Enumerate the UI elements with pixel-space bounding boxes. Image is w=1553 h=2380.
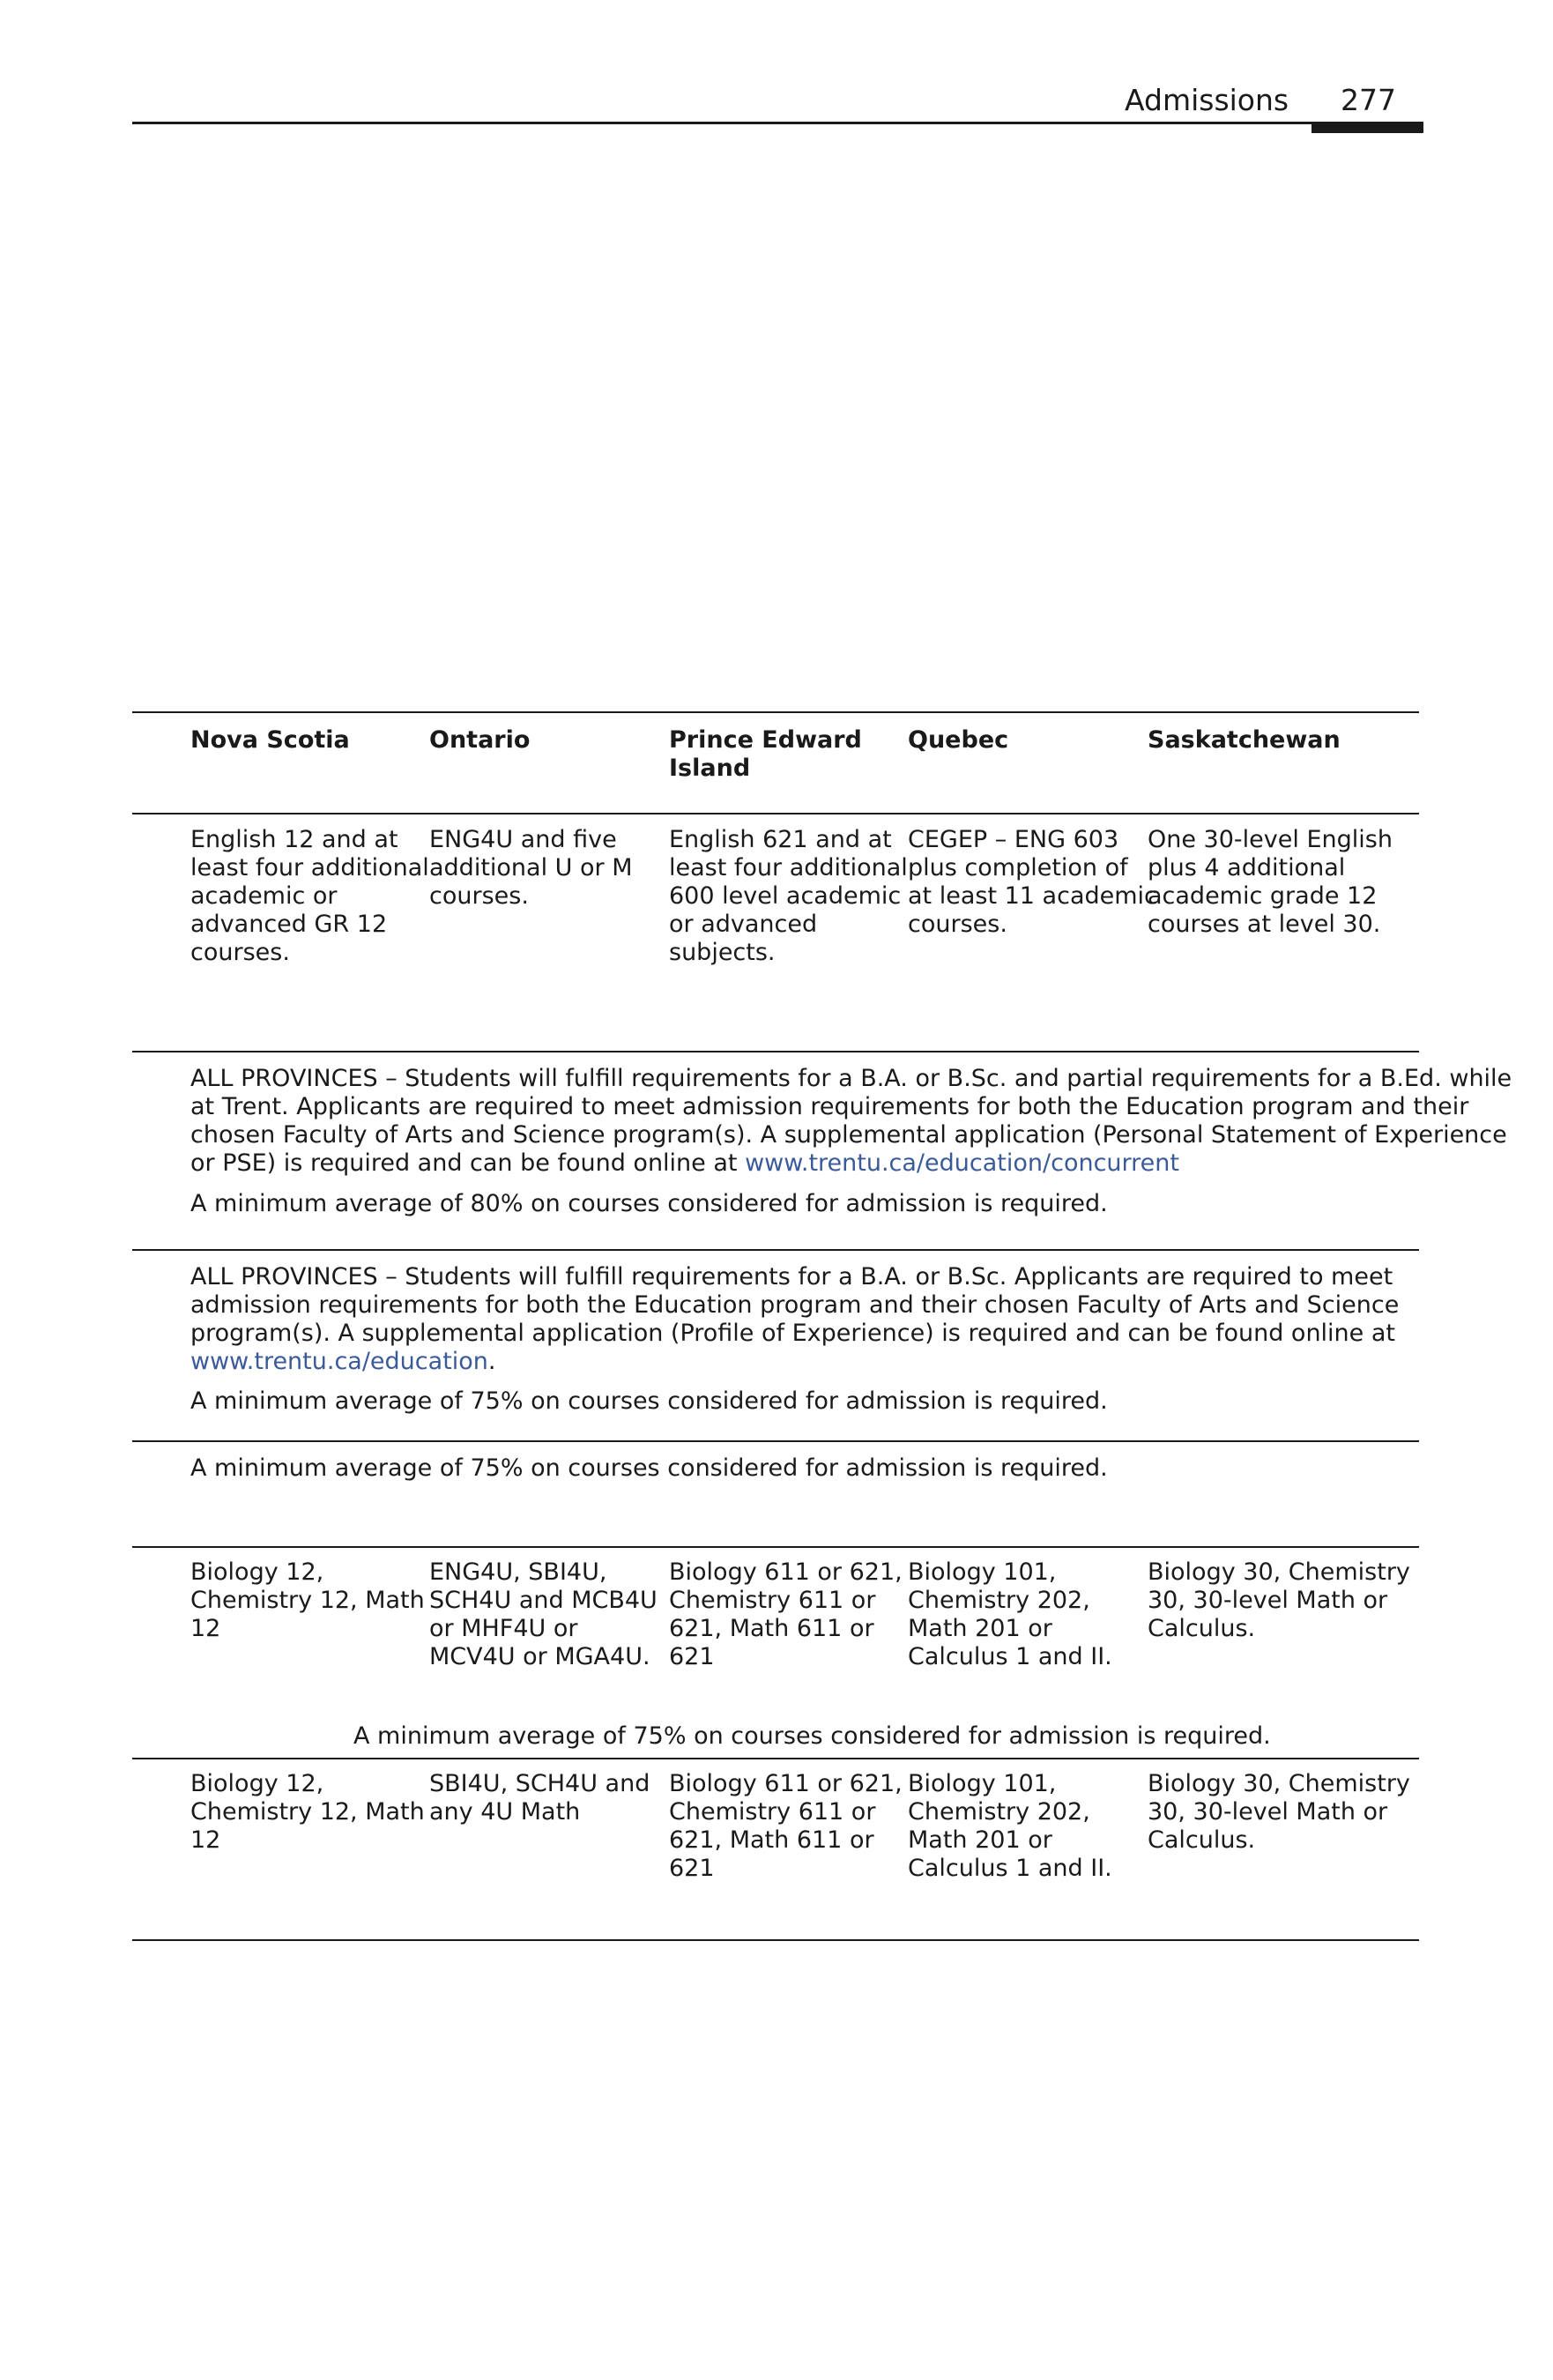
note-line: ALL PROVINCES – Students will fulfill requirements for a B.A. or B.Sc. Applicants are required to meet [190,1263,1393,1290]
cell-line: least four additional [669,854,908,881]
cell-line: any 4U Math [429,1798,581,1826]
cell-line: English 621 and at [669,826,892,853]
cell-ontario [429,1770,650,1826]
cell-line: at least 11 academic [908,882,1157,910]
cell-line: Biology 101, [908,1558,1057,1586]
cell-line: English 12 and at [190,826,398,853]
cell-nova-scotia [190,826,429,967]
cell-line: academic or [190,882,338,910]
heading-line: Quebec [908,726,1009,754]
cell-line: Chemistry 202, [908,1587,1090,1614]
cell-pei [669,1770,903,1883]
table-bottom-rule [132,1939,1419,1941]
cell-line: 621 [669,1855,715,1882]
cell-line: Biology 30, Chemistry [1148,1770,1410,1797]
section-rule [132,1440,1419,1442]
cell-line: courses. [908,911,1007,938]
minimum-average-note: A minimum average of 80% on courses considered for admission is required. [190,1190,1108,1217]
cell-line: Chemistry 611 or [669,1587,876,1614]
cell-saskatchewan [1148,1770,1410,1855]
cell-line: SBI4U, SCH4U and [429,1770,650,1797]
col-nova-scotia-heading [190,726,350,755]
section-rule [132,1758,1419,1759]
cell-line: ENG4U and five [429,826,617,853]
cell-line: academic grade 12 [1148,882,1378,910]
running-header-section: Admissions [1125,83,1289,117]
cell-line: courses at level 30. [1148,911,1381,938]
cell-line: additional U or M [429,854,633,881]
cell-line: CEGEP – ENG 603 [908,826,1119,853]
education-link[interactable]: www.trentu.ca/education [190,1348,488,1375]
cell-quebec [908,826,1157,939]
cell-line: Biology 101, [908,1770,1057,1797]
cell-ontario [429,1558,658,1671]
cell-line: SCH4U and MCB4U [429,1587,658,1614]
cell-line: Calculus. [1148,1615,1256,1642]
cell-saskatchewan [1148,826,1393,939]
cell-nova-scotia [190,1558,425,1643]
concurrent-education-link[interactable]: www.trentu.ca/education/concurrent [745,1149,1179,1177]
cell-saskatchewan [1148,1558,1410,1643]
cell-pei [669,1558,903,1671]
section-rule [132,1249,1419,1251]
cell-line: 600 level academic [669,882,902,910]
heading-line: Nova Scotia [190,726,350,754]
cell-line: Biology 611 or 621, [669,1558,903,1586]
cell-line: MCV4U or MGA4U. [429,1643,650,1670]
minimum-average-note: A minimum average of 75% on courses considered for admission is required. [190,1454,1108,1482]
cell-line: courses. [429,882,529,910]
cell-line: Calculus. [1148,1826,1256,1854]
cell-quebec [908,1770,1112,1883]
cell-line: Calculus 1 and II. [908,1643,1112,1670]
cell-ontario [429,826,633,911]
cell-line: 621, Math 611 or [669,1615,874,1642]
heading-line: Island [669,755,751,782]
cell-line: Math 201 or [908,1826,1052,1854]
note-line: at Trent. Applicants are required to meet admission requirements for both the Education program and their [190,1093,1469,1120]
cell-line: 621 [669,1643,715,1670]
header-tab-bar [1312,122,1423,133]
cell-line: Biology 12, [190,1558,324,1586]
heading-line: Prince Edward [669,726,862,754]
cell-line: Chemistry 12, Math [190,1798,425,1826]
note-line: chosen Faculty of Arts and Science program(s). A supplemental application (Personal Statement of Experience [190,1121,1507,1149]
page-number: 277 [1341,83,1396,117]
note-text: . [487,1348,496,1375]
note-line: admission requirements for both the Education program and their chosen Faculty of Arts and Science [190,1291,1400,1319]
col-pei-heading [669,726,862,783]
cell-quebec [908,1558,1112,1671]
cell-line: Calculus 1 and II. [908,1855,1112,1882]
cell-line: Biology 611 or 621, [669,1770,903,1797]
heading-line: Ontario [429,726,531,754]
minimum-average-note: A minimum average of 75% on courses considered for admission is required. [190,1387,1108,1415]
table-top-rule [132,711,1419,713]
cell-line: ENG4U, SBI4U, [429,1558,607,1586]
cell-line: or advanced [669,911,818,938]
cell-line: Chemistry 611 or [669,1798,876,1826]
cell-line: Biology 30, Chemistry [1148,1558,1410,1586]
cell-line: plus completion of [908,854,1128,881]
cell-line: courses. [190,939,290,966]
note-text: or PSE) is required and can be found online at [190,1149,746,1177]
cell-line: advanced GR 12 [190,911,388,938]
note-line-with-link [190,1348,496,1376]
heading-line: Saskatchewan [1148,726,1341,754]
cell-pei [669,826,908,967]
minimum-average-note: A minimum average of 75% on courses considered for admission is required. [353,1722,1271,1750]
section-rule [132,1051,1419,1052]
col-quebec-heading [908,726,1008,755]
cell-line: or MHF4U or [429,1615,578,1642]
note-line: ALL PROVINCES – Students will fulfill requirements for a B.A. or B.Sc. and partial requirements for a B.Ed. while [190,1065,1512,1092]
cell-line: least four additional [190,854,429,881]
cell-line: 30, 30-level Math or [1148,1798,1388,1826]
note-line: program(s). A supplemental application (Profile of Experience) is required and can be found online at [190,1320,1395,1347]
header-bottom-rule [132,813,1419,814]
cell-line: plus 4 additional [1148,854,1346,881]
cell-line: subjects. [669,939,776,966]
cell-line: 12 [190,1826,221,1854]
col-ontario-heading [429,726,530,755]
section-rule [132,1546,1419,1548]
col-saskatchewan-heading [1148,726,1341,755]
cell-line: Math 201 or [908,1615,1052,1642]
cell-line: Biology 12, [190,1770,324,1797]
cell-nova-scotia [190,1770,425,1855]
header-rule [132,122,1423,124]
cell-line: Chemistry 12, Math [190,1587,425,1614]
cell-line: 621, Math 611 or [669,1826,874,1854]
cell-line: 30, 30-level Math or [1148,1587,1388,1614]
cell-line: 12 [190,1615,221,1642]
cell-line: One 30-level English [1148,826,1393,853]
cell-line: Chemistry 202, [908,1798,1090,1826]
note-line-with-link [190,1149,1179,1178]
